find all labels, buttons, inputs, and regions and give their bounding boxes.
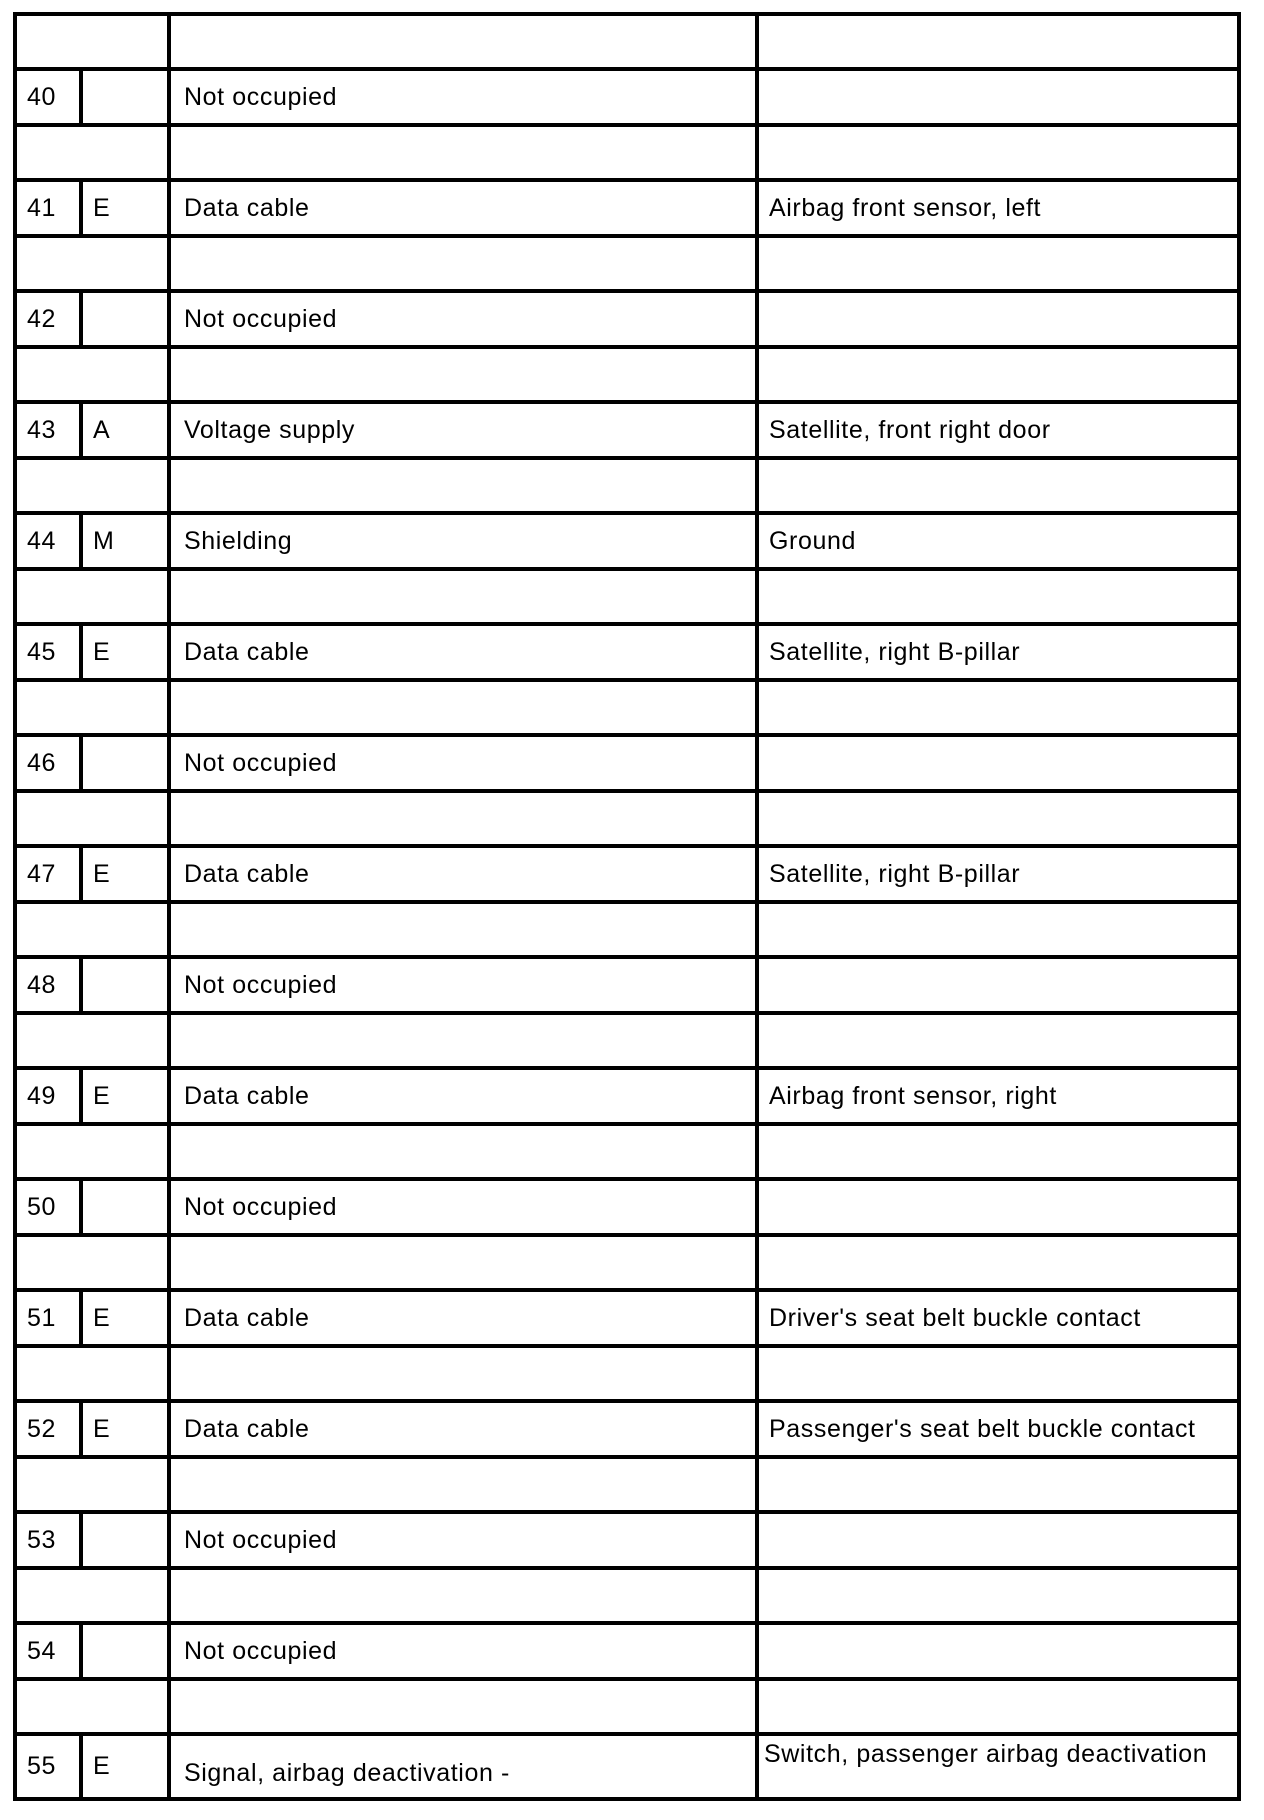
spacer-description-cell xyxy=(169,1346,757,1401)
spacer-pin-code-cell xyxy=(15,791,169,846)
spacer-description-cell xyxy=(169,236,757,291)
description-cell: Not occupied xyxy=(169,291,757,347)
target-cell: Satellite, right B-pillar xyxy=(757,624,1239,680)
spacer-description-cell xyxy=(169,791,757,846)
target-cell: Ground xyxy=(757,513,1239,569)
target-cell xyxy=(757,1179,1239,1235)
spacer-description-cell xyxy=(169,1568,757,1623)
code-letter-cell: E xyxy=(81,1290,169,1346)
description-cell: Data cable xyxy=(169,1401,757,1457)
pin-number-cell: 51 xyxy=(15,1290,81,1346)
target-cell: Passenger's seat belt buckle contact xyxy=(757,1401,1239,1457)
spacer-pin-code-cell xyxy=(15,1013,169,1068)
spacer-description-cell xyxy=(169,14,757,69)
spacer-row xyxy=(15,1346,1239,1401)
code-letter-cell: E xyxy=(81,846,169,902)
target-cell xyxy=(757,1512,1239,1568)
spacer-target-cell xyxy=(757,458,1239,513)
spacer-target-cell xyxy=(757,569,1239,624)
spacer-target-cell xyxy=(757,125,1239,180)
description-cell: Not occupied xyxy=(169,957,757,1013)
code-letter-cell: M xyxy=(81,513,169,569)
pin-row-51 xyxy=(15,1290,1239,1346)
spacer-description-cell xyxy=(169,1013,757,1068)
spacer-target-cell xyxy=(757,1679,1239,1734)
pin-number-cell: 55 xyxy=(15,1734,81,1799)
pin-number-cell: 41 xyxy=(15,180,81,236)
description-cell: Not occupied xyxy=(169,1179,757,1235)
target-cell: Switch, passenger airbag deactivation xyxy=(757,1734,1239,1799)
spacer-row xyxy=(15,1235,1239,1290)
spacer-description-cell xyxy=(169,569,757,624)
spacer-row xyxy=(15,236,1239,291)
spacer-row xyxy=(15,1013,1239,1068)
target-cell xyxy=(757,291,1239,347)
target-cell xyxy=(757,69,1239,125)
spacer-pin-code-cell xyxy=(15,1124,169,1179)
spacer-pin-code-cell xyxy=(15,236,169,291)
spacer-pin-code-cell xyxy=(15,14,169,69)
pin-row-54 xyxy=(15,1623,1239,1679)
spacer-target-cell xyxy=(757,680,1239,735)
spacer-pin-code-cell xyxy=(15,569,169,624)
description-cell: Data cable xyxy=(169,846,757,902)
pin-number-cell: 47 xyxy=(15,846,81,902)
spacer-pin-code-cell xyxy=(15,1679,169,1734)
spacer-pin-code-cell xyxy=(15,125,169,180)
description-cell: Signal, airbag deactivation - xyxy=(169,1734,757,1799)
spacer-target-cell xyxy=(757,1568,1239,1623)
spacer-pin-code-cell xyxy=(15,458,169,513)
spacer-row xyxy=(15,458,1239,513)
pin-number-cell: 50 xyxy=(15,1179,81,1235)
spacer-description-cell xyxy=(169,347,757,402)
target-cell: Airbag front sensor, right xyxy=(757,1068,1239,1124)
description-cell: Data cable xyxy=(169,1290,757,1346)
spacer-target-cell xyxy=(757,791,1239,846)
pin-row-52 xyxy=(15,1401,1239,1457)
description-cell: Data cable xyxy=(169,624,757,680)
spacer-pin-code-cell xyxy=(15,902,169,957)
pin-row-41 xyxy=(15,180,1239,236)
code-letter-cell xyxy=(81,291,169,347)
description-cell: Not occupied xyxy=(169,1623,757,1679)
spacer-description-cell xyxy=(169,902,757,957)
code-letter-cell: E xyxy=(81,624,169,680)
target-cell: Driver's seat belt buckle contact xyxy=(757,1290,1239,1346)
spacer-row xyxy=(15,1457,1239,1512)
spacer-pin-code-cell xyxy=(15,1346,169,1401)
spacer-target-cell xyxy=(757,1457,1239,1512)
pin-number-cell: 44 xyxy=(15,513,81,569)
code-letter-cell xyxy=(81,1623,169,1679)
pin-number-cell: 49 xyxy=(15,1068,81,1124)
code-letter-cell: A xyxy=(81,402,169,458)
spacer-row xyxy=(15,569,1239,624)
spacer-pin-code-cell xyxy=(15,680,169,735)
description-cell: Not occupied xyxy=(169,69,757,125)
code-letter-cell xyxy=(81,735,169,791)
target-cell: Satellite, right B-pillar xyxy=(757,846,1239,902)
target-cell xyxy=(757,957,1239,1013)
target-cell xyxy=(757,735,1239,791)
pin-row-43 xyxy=(15,402,1239,458)
spacer-pin-code-cell xyxy=(15,1457,169,1512)
spacer-target-cell xyxy=(757,1013,1239,1068)
pin-row-48 xyxy=(15,957,1239,1013)
pin-row-55 xyxy=(15,1734,1239,1799)
spacer-target-cell xyxy=(757,1346,1239,1401)
pin-number-cell: 43 xyxy=(15,402,81,458)
target-cell: Airbag front sensor, left xyxy=(757,180,1239,236)
code-letter-cell: E xyxy=(81,180,169,236)
pin-row-45 xyxy=(15,624,1239,680)
spacer-row xyxy=(15,1679,1239,1734)
description-cell: Data cable xyxy=(169,1068,757,1124)
pin-number-cell: 40 xyxy=(15,69,81,125)
pin-assignment-table xyxy=(13,12,1241,1801)
code-letter-cell: E xyxy=(81,1068,169,1124)
spacer-row xyxy=(15,680,1239,735)
spacer-pin-code-cell xyxy=(15,347,169,402)
pin-row-50 xyxy=(15,1179,1239,1235)
spacer-description-cell xyxy=(169,125,757,180)
pin-number-cell: 46 xyxy=(15,735,81,791)
pin-row-49 xyxy=(15,1068,1239,1124)
spacer-row xyxy=(15,347,1239,402)
spacer-description-cell xyxy=(169,1235,757,1290)
spacer-description-cell xyxy=(169,458,757,513)
spacer-description-cell xyxy=(169,1124,757,1179)
target-cell: Satellite, front right door xyxy=(757,402,1239,458)
spacer-row xyxy=(15,125,1239,180)
pin-number-cell: 42 xyxy=(15,291,81,347)
spacer-target-cell xyxy=(757,902,1239,957)
pin-table-body xyxy=(15,14,1239,1799)
spacer-row xyxy=(15,791,1239,846)
pin-number-cell: 54 xyxy=(15,1623,81,1679)
pin-number-cell: 48 xyxy=(15,957,81,1013)
spacer-target-cell xyxy=(757,14,1239,69)
pin-row-40 xyxy=(15,69,1239,125)
code-letter-cell xyxy=(81,1512,169,1568)
spacer-target-cell xyxy=(757,1235,1239,1290)
spacer-target-cell xyxy=(757,347,1239,402)
pin-row-47 xyxy=(15,846,1239,902)
spacer-target-cell xyxy=(757,236,1239,291)
spacer-description-cell xyxy=(169,1457,757,1512)
pin-row-44 xyxy=(15,513,1239,569)
spacer-row xyxy=(15,1124,1239,1179)
pin-number-cell: 45 xyxy=(15,624,81,680)
spacer-row xyxy=(15,1568,1239,1623)
description-cell: Not occupied xyxy=(169,735,757,791)
code-letter-cell xyxy=(81,69,169,125)
spacer-pin-code-cell xyxy=(15,1568,169,1623)
spacer-row xyxy=(15,14,1239,69)
target-cell xyxy=(757,1623,1239,1679)
pin-row-53 xyxy=(15,1512,1239,1568)
code-letter-cell: E xyxy=(81,1734,169,1799)
spacer-pin-code-cell xyxy=(15,1235,169,1290)
description-cell: Data cable xyxy=(169,180,757,236)
pin-number-cell: 52 xyxy=(15,1401,81,1457)
spacer-target-cell xyxy=(757,1124,1239,1179)
pin-row-46 xyxy=(15,735,1239,791)
description-cell: Voltage supply xyxy=(169,402,757,458)
spacer-row xyxy=(15,902,1239,957)
spacer-description-cell xyxy=(169,680,757,735)
code-letter-cell: E xyxy=(81,1401,169,1457)
code-letter-cell xyxy=(81,1179,169,1235)
spacer-description-cell xyxy=(169,1679,757,1734)
pin-row-42 xyxy=(15,291,1239,347)
description-cell: Not occupied xyxy=(169,1512,757,1568)
description-cell: Shielding xyxy=(169,513,757,569)
code-letter-cell xyxy=(81,957,169,1013)
pin-number-cell: 53 xyxy=(15,1512,81,1568)
